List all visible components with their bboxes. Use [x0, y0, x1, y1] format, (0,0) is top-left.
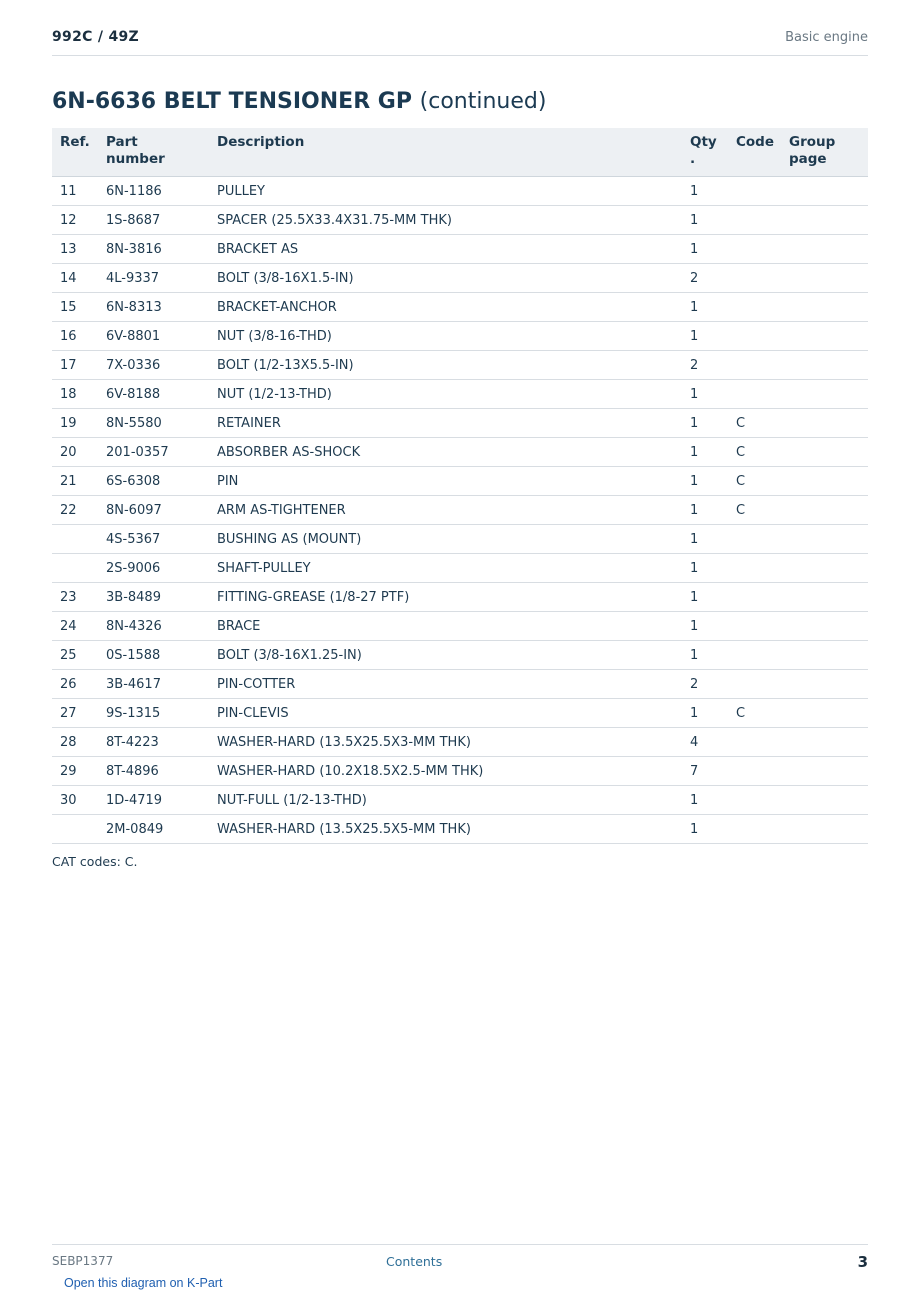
- cell-ref: 25: [52, 641, 98, 670]
- cell-part-number: 6V-8188: [98, 380, 209, 409]
- cell-group-page: [781, 438, 868, 467]
- cell-group-page: [781, 177, 868, 206]
- col-header-qty: [682, 128, 728, 177]
- col-header-part-number: Part number: [98, 128, 209, 177]
- cell-qty: 1: [682, 322, 728, 351]
- cell-ref: 27: [52, 699, 98, 728]
- cell-ref: [52, 554, 98, 583]
- section-name: Basic engine: [785, 30, 868, 45]
- cell-qty: 1: [682, 641, 728, 670]
- cell-description: BRACE: [209, 612, 682, 641]
- table-row: [52, 235, 868, 264]
- cell-ref: 16: [52, 322, 98, 351]
- cell-part-number: 6N-1186: [98, 177, 209, 206]
- table-row: [52, 351, 868, 380]
- col-header-group-page: [781, 128, 868, 177]
- cat-codes-note: CAT codes: C.: [52, 854, 138, 869]
- col-header-description: Description: [209, 128, 682, 177]
- cell-ref: 17: [52, 351, 98, 380]
- cell-description: NUT (1/2-13-THD): [209, 380, 682, 409]
- cell-part-number: 9S-1315: [98, 699, 209, 728]
- cell-group-page: [781, 786, 868, 815]
- cell-qty: 1: [682, 786, 728, 815]
- table-row: [52, 525, 868, 554]
- cell-description: BUSHING AS (MOUNT): [209, 525, 682, 554]
- cell-part-number: 3B-4617: [98, 670, 209, 699]
- cell-group-page: [781, 670, 868, 699]
- cell-part-number: 1S-8687: [98, 206, 209, 235]
- col-header-group-line2: page: [789, 151, 827, 167]
- cell-description: RETAINER: [209, 409, 682, 438]
- document-id: SEBP1377: [52, 1254, 114, 1268]
- cell-part-number: 201-0357: [98, 438, 209, 467]
- cell-group-page: [781, 699, 868, 728]
- table-row: [52, 380, 868, 409]
- col-header-ref: Ref.: [52, 128, 98, 177]
- cell-group-page: [781, 496, 868, 525]
- cell-qty: 1: [682, 438, 728, 467]
- cell-code: [728, 815, 781, 844]
- cell-code: [728, 293, 781, 322]
- table-row: [52, 612, 868, 641]
- cell-part-number: 6V-8801: [98, 322, 209, 351]
- cell-ref: 13: [52, 235, 98, 264]
- cell-group-page: [781, 554, 868, 583]
- cell-group-page: [781, 525, 868, 554]
- cell-qty: 1: [682, 409, 728, 438]
- cell-description: NUT (3/8-16-THD): [209, 322, 682, 351]
- cell-ref: 12: [52, 206, 98, 235]
- cell-code: [728, 670, 781, 699]
- cell-qty: 1: [682, 177, 728, 206]
- cell-description: PULLEY: [209, 177, 682, 206]
- cell-qty: 2: [682, 670, 728, 699]
- cell-qty: 1: [682, 583, 728, 612]
- cell-ref: 18: [52, 380, 98, 409]
- cell-ref: [52, 815, 98, 844]
- col-header-qty-line2: .: [690, 151, 696, 167]
- cell-code: [728, 380, 781, 409]
- cell-ref: 20: [52, 438, 98, 467]
- cell-group-page: [781, 583, 868, 612]
- table-row: [52, 757, 868, 786]
- cell-ref: 21: [52, 467, 98, 496]
- cell-description: FITTING-GREASE (1/8-27 PTF): [209, 583, 682, 612]
- parts-table: [52, 128, 868, 844]
- table-row: [52, 206, 868, 235]
- cell-code: C: [728, 409, 781, 438]
- cell-qty: 1: [682, 525, 728, 554]
- table-row: [52, 728, 868, 757]
- cell-group-page: [781, 728, 868, 757]
- cell-part-number: 4L-9337: [98, 264, 209, 293]
- parts-table-header: [52, 128, 868, 177]
- cell-qty: 2: [682, 264, 728, 293]
- cell-part-number: 3B-8489: [98, 583, 209, 612]
- table-row: [52, 467, 868, 496]
- cell-qty: 2: [682, 351, 728, 380]
- cell-code: [728, 177, 781, 206]
- cell-code: [728, 554, 781, 583]
- cell-code: [728, 264, 781, 293]
- cell-ref: 30: [52, 786, 98, 815]
- table-row: [52, 786, 868, 815]
- cell-qty: 4: [682, 728, 728, 757]
- cell-part-number: 8T-4223: [98, 728, 209, 757]
- table-row: [52, 554, 868, 583]
- table-row: [52, 322, 868, 351]
- header-row: [52, 128, 868, 177]
- cell-description: WASHER-HARD (10.2X18.5X2.5-MM THK): [209, 757, 682, 786]
- cell-code: [728, 612, 781, 641]
- cell-description: WASHER-HARD (13.5X25.5X5-MM THK): [209, 815, 682, 844]
- cell-group-page: [781, 409, 868, 438]
- cell-qty: 1: [682, 612, 728, 641]
- cell-code: C: [728, 467, 781, 496]
- cell-description: BOLT (1/2-13X5.5-IN): [209, 351, 682, 380]
- cell-ref: 15: [52, 293, 98, 322]
- table-row: [52, 177, 868, 206]
- cell-description: ABSORBER AS-SHOCK: [209, 438, 682, 467]
- cell-qty: 7: [682, 757, 728, 786]
- cell-group-page: [781, 380, 868, 409]
- group-title-main: 6N-6636 BELT TENSIONER GP: [52, 89, 412, 114]
- table-row: [52, 409, 868, 438]
- cell-part-number: 8N-4326: [98, 612, 209, 641]
- table-row: [52, 583, 868, 612]
- group-title-suffix: (continued): [419, 89, 547, 114]
- table-row: [52, 264, 868, 293]
- parts-table-body: [52, 177, 868, 844]
- page-number: 3: [857, 1253, 868, 1271]
- cell-qty: 1: [682, 293, 728, 322]
- cell-part-number: 8N-5580: [98, 409, 209, 438]
- table-row: [52, 641, 868, 670]
- cell-description: WASHER-HARD (13.5X25.5X3-MM THK): [209, 728, 682, 757]
- page-header: [52, 0, 868, 56]
- cell-part-number: 0S-1588: [98, 641, 209, 670]
- cell-code: [728, 641, 781, 670]
- cell-ref: 28: [52, 728, 98, 757]
- cell-code: [728, 757, 781, 786]
- cell-code: [728, 728, 781, 757]
- cell-part-number: 7X-0336: [98, 351, 209, 380]
- cell-ref: 22: [52, 496, 98, 525]
- cell-part-number: 8T-4896: [98, 757, 209, 786]
- cell-code: [728, 583, 781, 612]
- cell-code: C: [728, 496, 781, 525]
- cell-group-page: [781, 264, 868, 293]
- cell-code: [728, 525, 781, 554]
- cell-code: C: [728, 699, 781, 728]
- cell-code: [728, 351, 781, 380]
- table-row: [52, 699, 868, 728]
- table-row: [52, 293, 868, 322]
- cell-part-number: 6S-6308: [98, 467, 209, 496]
- cell-description: BOLT (3/8-16X1.5-IN): [209, 264, 682, 293]
- cell-code: [728, 322, 781, 351]
- contents-link[interactable]: Contents: [386, 1254, 443, 1269]
- model-label: 992C / 49Z: [52, 29, 139, 45]
- cell-ref: 26: [52, 670, 98, 699]
- cell-group-page: [781, 351, 868, 380]
- cell-qty: 1: [682, 206, 728, 235]
- cell-description: BOLT (3/8-16X1.25-IN): [209, 641, 682, 670]
- cell-group-page: [781, 612, 868, 641]
- group-title: [52, 89, 546, 114]
- cell-qty: 1: [682, 699, 728, 728]
- cell-ref: 29: [52, 757, 98, 786]
- table-row: [52, 438, 868, 467]
- cell-qty: 1: [682, 496, 728, 525]
- cell-ref: 24: [52, 612, 98, 641]
- cell-part-number: 1D-4719: [98, 786, 209, 815]
- cell-description: SPACER (25.5X33.4X31.75-MM THK): [209, 206, 682, 235]
- col-header-code: Code: [728, 128, 781, 177]
- cell-qty: 1: [682, 554, 728, 583]
- cell-part-number: 2S-9006: [98, 554, 209, 583]
- cell-group-page: [781, 293, 868, 322]
- cell-part-number: 8N-6097: [98, 496, 209, 525]
- cell-part-number: 8N-3816: [98, 235, 209, 264]
- col-header-qty-line1: Qty: [690, 134, 717, 150]
- cell-qty: 1: [682, 467, 728, 496]
- kpart-diagram-link[interactable]: Open this diagram on K-Part: [64, 1276, 223, 1290]
- cell-qty: 1: [682, 380, 728, 409]
- cell-ref: 11: [52, 177, 98, 206]
- cell-qty: 1: [682, 815, 728, 844]
- cell-group-page: [781, 235, 868, 264]
- cell-qty: 1: [682, 235, 728, 264]
- cell-description: BRACKET-ANCHOR: [209, 293, 682, 322]
- table-row: [52, 496, 868, 525]
- cell-description: SHAFT-PULLEY: [209, 554, 682, 583]
- cell-group-page: [781, 815, 868, 844]
- cell-description: PIN: [209, 467, 682, 496]
- cell-ref: 23: [52, 583, 98, 612]
- cell-group-page: [781, 641, 868, 670]
- col-header-group-line1: Group: [789, 134, 836, 150]
- cell-code: C: [728, 438, 781, 467]
- cell-description: ARM AS-TIGHTENER: [209, 496, 682, 525]
- cell-ref: [52, 525, 98, 554]
- cell-ref: 14: [52, 264, 98, 293]
- cell-group-page: [781, 322, 868, 351]
- cell-group-page: [781, 206, 868, 235]
- cell-code: [728, 206, 781, 235]
- cell-ref: 19: [52, 409, 98, 438]
- cell-group-page: [781, 467, 868, 496]
- cell-part-number: 4S-5367: [98, 525, 209, 554]
- table-row: [52, 815, 868, 844]
- cell-description: PIN-COTTER: [209, 670, 682, 699]
- cell-code: [728, 235, 781, 264]
- cell-description: BRACKET AS: [209, 235, 682, 264]
- cell-part-number: 2M-0849: [98, 815, 209, 844]
- cell-code: [728, 786, 781, 815]
- table-row: [52, 670, 868, 699]
- cell-group-page: [781, 757, 868, 786]
- cell-part-number: 6N-8313: [98, 293, 209, 322]
- cell-description: NUT-FULL (1/2-13-THD): [209, 786, 682, 815]
- cell-description: PIN-CLEVIS: [209, 699, 682, 728]
